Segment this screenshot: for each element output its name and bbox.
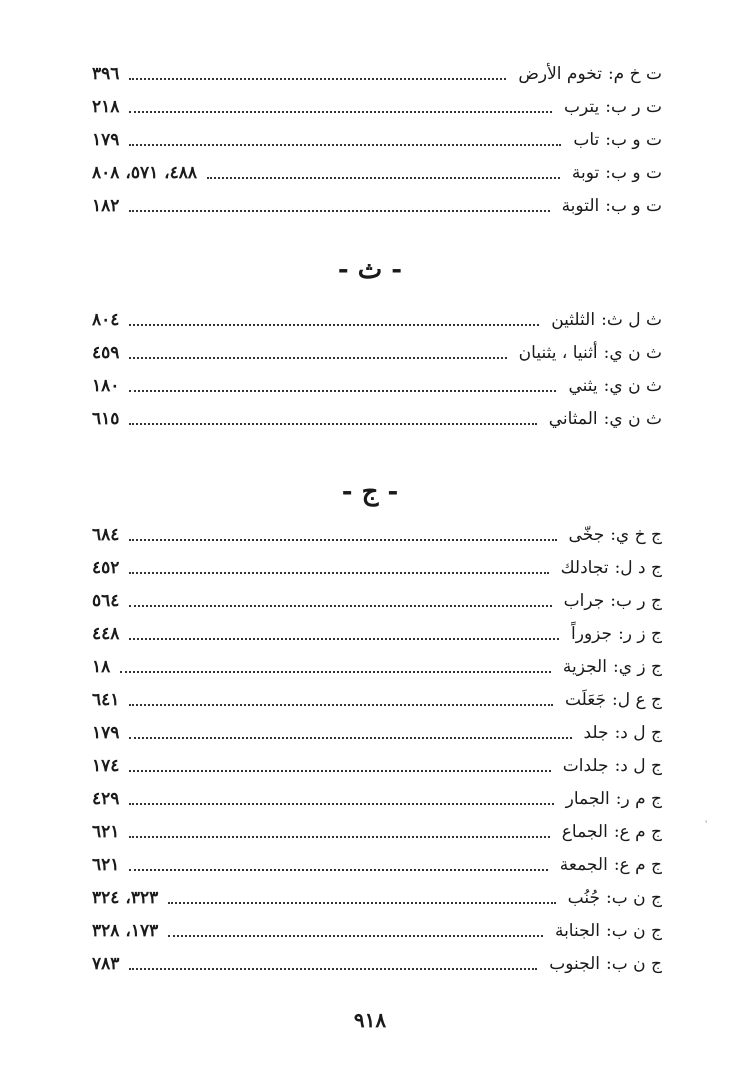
dot-leader	[129, 628, 559, 640]
index-entry	[92, 303, 662, 336]
entry-word: جزوراً	[571, 623, 613, 644]
index-entry	[92, 914, 662, 947]
page-number: ٩١٨	[353, 1008, 387, 1032]
dot-leader	[129, 760, 550, 772]
entry-pages: ٤٢٩	[92, 788, 120, 809]
entry-root: ج م ع:	[613, 821, 662, 842]
dot-leader	[129, 134, 561, 146]
entry-root: ج ن ب:	[606, 953, 662, 974]
entry-word: تاب	[573, 129, 600, 150]
index-entry	[92, 123, 662, 156]
entry-pages: ١٧٣، ٣٢٨	[92, 920, 159, 941]
entry-root: ج ر ب:	[610, 590, 662, 611]
entry-word: أثنيا ، يثنيان	[518, 342, 598, 363]
entry-word: الجماع	[561, 821, 608, 842]
entry-pages: ٤٤٨	[92, 623, 120, 644]
entry-pages: ٣٩٦	[92, 63, 120, 84]
dot-leader	[129, 958, 537, 970]
dot-leader	[129, 595, 551, 607]
entry-pages: ٤٨٨، ٥٧١، ٨٠٨	[92, 162, 198, 183]
entry-pages: ٢١٨	[92, 96, 120, 117]
dot-leader	[129, 68, 506, 80]
index-entry	[92, 617, 662, 650]
dot-leader	[129, 200, 549, 212]
entry-root: ت و ب:	[605, 195, 662, 216]
entry-word: الجمعة	[559, 854, 608, 875]
entry-word: يترب	[563, 96, 600, 117]
entry-word: المثاني	[548, 408, 598, 429]
entry-root: ج م ر:	[615, 788, 662, 809]
index-entry	[92, 402, 662, 435]
entry-word: الثلثين	[551, 309, 596, 330]
index-entry	[92, 815, 662, 848]
entry-pages: ١٨	[92, 656, 111, 677]
section-heading-jeem: - ج -	[341, 477, 399, 507]
index-entry	[92, 749, 662, 782]
index-entry	[92, 336, 662, 369]
entry-pages: ١٨٢	[92, 195, 120, 216]
entry-root: ت و ب:	[605, 129, 662, 150]
dot-leader	[120, 661, 551, 673]
entry-pages: ٦٢١	[92, 821, 120, 842]
section-jeem-entries	[92, 518, 662, 980]
entry-pages: ٧٨٣	[92, 953, 120, 974]
entry-word: جراب	[563, 590, 605, 611]
dot-leader	[129, 101, 552, 113]
index-entry	[92, 782, 662, 815]
dot-leader	[129, 826, 549, 838]
entry-root: ت خ م:	[607, 63, 662, 84]
index-entry	[92, 848, 662, 881]
dot-leader	[129, 413, 536, 425]
entry-pages: ٣٢٣، ٣٢٤	[92, 887, 159, 908]
entry-word: جخّى	[568, 524, 605, 545]
entry-word: الجزية	[562, 656, 607, 677]
entry-word: جَعَلَت	[564, 689, 606, 710]
entry-word: جُنُب	[567, 887, 600, 908]
entry-root: ج ن ب:	[606, 887, 662, 908]
entry-root: ج خ ي:	[610, 524, 662, 545]
index-entry	[92, 57, 662, 90]
dot-leader	[129, 347, 506, 359]
entry-root: ت ر ب:	[605, 96, 662, 117]
index-entry	[92, 189, 662, 222]
entry-pages: ٦١٥	[92, 408, 120, 429]
entry-root: ج ز ي:	[612, 656, 662, 677]
index-entry	[92, 369, 662, 402]
entry-word: الجمار	[565, 788, 610, 809]
entry-root: ث ل ث:	[601, 309, 662, 330]
section-tha-entries	[92, 303, 662, 435]
dot-leader	[129, 859, 547, 871]
dot-leader	[129, 793, 553, 805]
dot-leader	[129, 727, 571, 739]
entry-word: جلد	[583, 722, 609, 743]
section-ta-entries	[92, 57, 662, 222]
dot-leader	[129, 529, 556, 541]
dot-leader	[207, 167, 560, 179]
entry-word: تجادلك	[560, 557, 609, 578]
entry-root: ج ل د:	[614, 722, 662, 743]
entry-root: ج ز ر:	[618, 623, 662, 644]
entry-root: ث ن ي:	[603, 408, 662, 429]
entry-pages: ١٧٩	[92, 129, 120, 150]
entry-root: ث ن ي:	[603, 342, 662, 363]
entry-word: يثني	[568, 375, 598, 396]
entry-pages: ٦٢١	[92, 854, 120, 875]
entry-word: تخوم الأرض	[518, 63, 602, 84]
entry-word: الجنابة	[554, 920, 600, 941]
entry-root: ت و ب:	[605, 162, 662, 183]
index-entry	[92, 716, 662, 749]
index-entry	[92, 518, 662, 551]
entry-root: ث ن ي:	[603, 375, 662, 396]
entry-pages: ٨٠٤	[92, 309, 120, 330]
entry-word: توبة	[571, 162, 600, 183]
entry-pages: ٤٥٩	[92, 342, 120, 363]
entry-root: ج د ل:	[614, 557, 662, 578]
entry-pages: ٦٨٤	[92, 524, 120, 545]
entry-pages: ٤٥٢	[92, 557, 120, 578]
index-entry	[92, 551, 662, 584]
dot-leader	[168, 925, 543, 937]
entry-root: ج ل د:	[614, 755, 662, 776]
entry-pages: ١٨٠	[92, 375, 120, 396]
entry-root: ج م ع:	[613, 854, 662, 875]
index-entry	[92, 881, 662, 914]
entry-word: جلدات	[562, 755, 609, 776]
entry-word: التوبة	[561, 195, 600, 216]
entry-root: ج ن ب:	[606, 920, 662, 941]
dot-leader	[129, 694, 553, 706]
entry-pages: ١٧٩	[92, 722, 120, 743]
section-heading-tha: - ث -	[337, 255, 403, 285]
entry-pages: ٥٦٤	[92, 590, 120, 611]
dot-leader	[129, 314, 539, 326]
index-entry	[92, 584, 662, 617]
index-entry	[92, 156, 662, 189]
dot-leader	[168, 892, 555, 904]
dot-leader	[129, 562, 548, 574]
entry-root: ج ع ل:	[611, 689, 662, 710]
index-entry	[92, 650, 662, 683]
index-entry	[92, 683, 662, 716]
index-entry	[92, 947, 662, 980]
entry-word: الجنوب	[549, 953, 600, 974]
dot-leader	[129, 380, 556, 392]
index-entry	[92, 90, 662, 123]
entry-pages: ١٧٤	[92, 755, 120, 776]
entry-pages: ٦٤١	[92, 689, 120, 710]
